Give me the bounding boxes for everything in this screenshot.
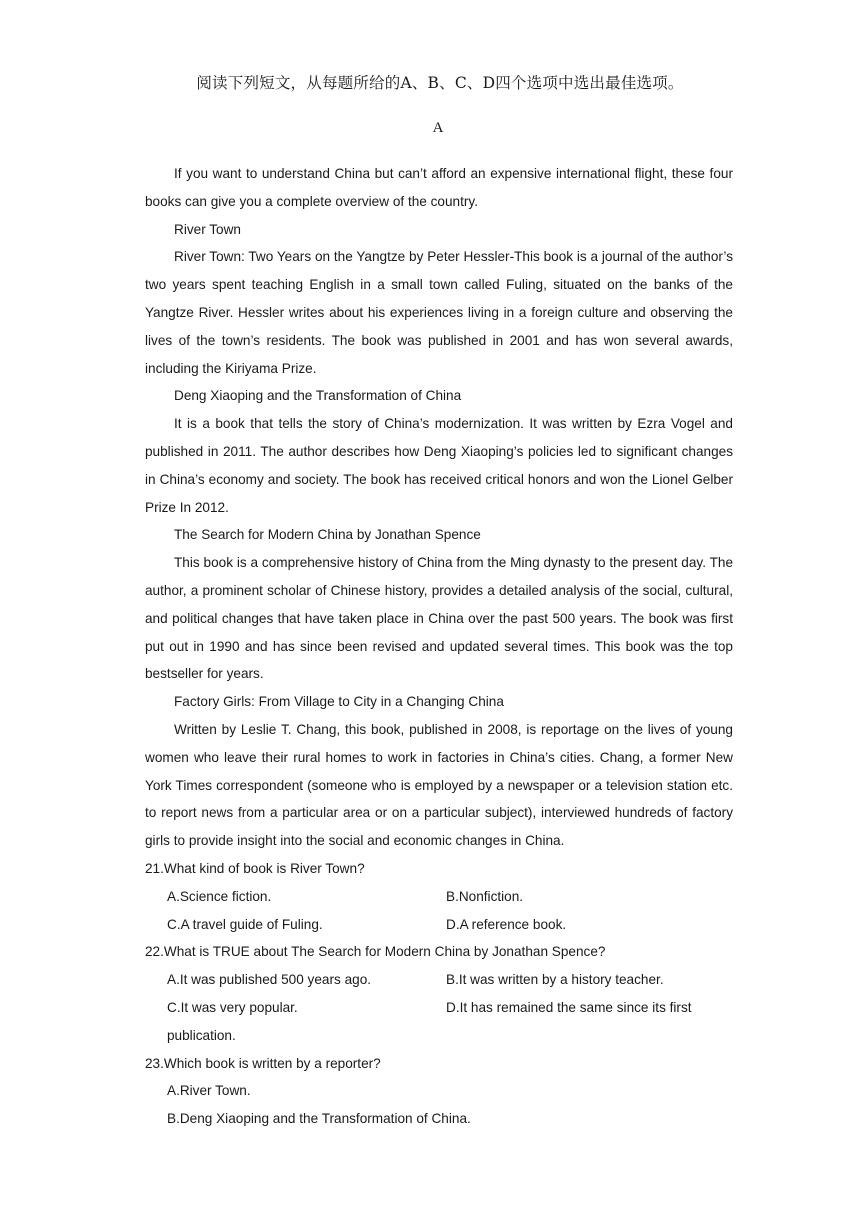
question-options [145, 883, 733, 939]
instruction-text: 阅读下列短文，从每题所给的A、B、C、D四个选项中选出最佳选项。 [196, 74, 684, 92]
question-stem: 21.What kind of book is River Town? [145, 860, 365, 876]
book-paragraph: This book is a comprehensive history of China from the Ming dynasty to the present day. The author, a prominent scholar of Chinese history, provides a detailed analysis of the social, cultural, and political changes that have taken place in China over the past 500 years. The book was first put out in 1990 and has since been revised and updated several times. This book was the top bestseller for years. [145, 555, 733, 682]
book-paragraph: River Town: Two Years on the Yangtze by Peter Hessler-This book is a journal of the author’s two years spent teaching English in a small town called Fuling, situated on the banks of the Yangtze River. Hessler writes about his experiences living in a foreign culture and observing the lives of the town’s residents. The book was published in 2001 and has won several awards, including the Kiriyama Prize. [145, 249, 733, 376]
option-c: C.A travel guide of Fuling. [167, 916, 323, 932]
option-a: A.River Town. [167, 1083, 251, 1099]
intro-paragraph: If you want to understand China but can’t afford an expensive international flight, these four books can give you a complete overview of the country. [145, 166, 733, 209]
option-b: B.It was written by a history teacher. [446, 972, 664, 988]
option-a: A.Science fiction. [167, 888, 272, 904]
book-paragraph: It is a book that tells the story of China’s modernization. It was written by Ezra Vogel and published in 2011. The author describes how Deng Xiaoping’s policies led to significant changes in China’s economy and society. The book has received critical honors and won the Lionel Gelber Prize In 2012. [145, 416, 733, 515]
option-d: D.A reference book. [446, 916, 567, 932]
book-paragraph: Written by Leslie T. Chang, this book, published in 2008, is reportage on the lives of young women who leave their rural homes to work in factories in China’s cities. Chang, a former New York Times correspondent (someone who is employed by a newspaper or a television station etc. to report news from a particular area or on a particular subject), interviewed hundreds of factory girls to provide insight into the social and economic changes in China. [145, 721, 733, 849]
question-stem: 22.What is TRUE about The Search for Modern China by Jonathan Spence? [145, 944, 606, 960]
question-stem: 23.Which book is written by a reporter? [145, 1055, 381, 1071]
book-heading: River Town [174, 221, 241, 237]
option-c: C.It was very popular. [167, 999, 298, 1015]
passage-body [145, 160, 733, 1133]
book-heading: Factory Girls: From Village to City in a Changing China [174, 694, 504, 710]
option-b: B.Deng Xiaoping and the Transformation of China. [167, 1111, 471, 1127]
question-options [145, 966, 733, 1049]
book-heading: Deng Xiaoping and the Transformation of China [174, 388, 462, 404]
option-d: D.It has remained the same since its first [446, 999, 692, 1015]
book-heading: The Search for Modern China by Jonathan Spence [174, 527, 481, 543]
option-b: B.Nonfiction. [446, 888, 524, 904]
section-label: A [432, 120, 444, 136]
option-continuation: publication. [167, 1027, 236, 1043]
option-a: A.It was published 500 years ago. [167, 972, 372, 988]
